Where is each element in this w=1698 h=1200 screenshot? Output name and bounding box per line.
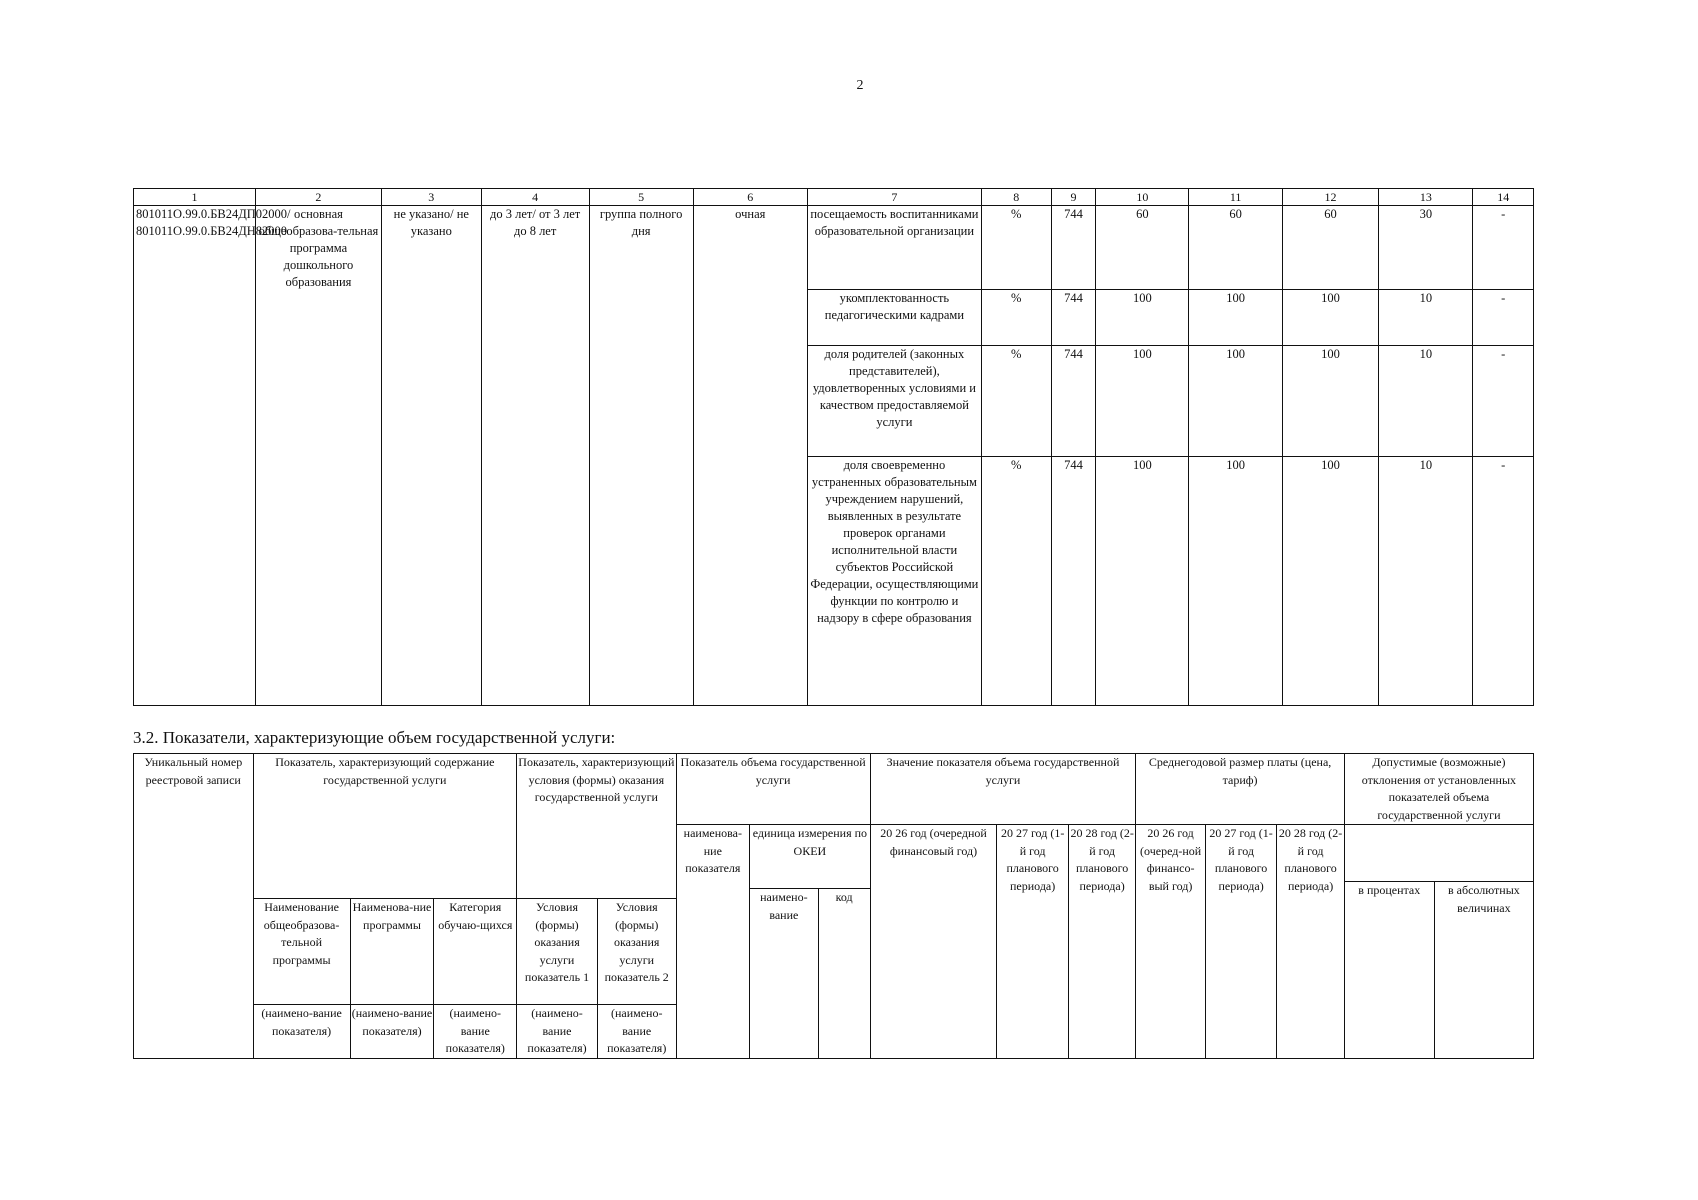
col-number: 1 [134, 189, 256, 206]
value-2026: 100 [1096, 457, 1189, 706]
header-condition-2: Условия (формы) оказания услуги показатель 2 [597, 899, 676, 1005]
col-number: 11 [1189, 189, 1282, 206]
unit-cell: % [981, 346, 1051, 457]
header-indicator-placeholder: (наимено-вание показателя) [350, 1005, 434, 1059]
header-program-name: Наименование общеобразова-тельной программы [253, 899, 350, 1005]
value-2028: 100 [1282, 457, 1378, 706]
header-indicator-name: наименова-ние показателя [676, 825, 750, 1059]
value-2028: 100 [1282, 346, 1378, 457]
header-category: Категория обучаю-щихся [434, 899, 517, 1005]
header-value: Значение показателя объема государственной услуги [870, 754, 1136, 825]
header-indicator-placeholder: (наимено-вание показателя) [253, 1005, 350, 1059]
value-2027: 100 [1189, 290, 1282, 346]
unit-cell: % [981, 290, 1051, 346]
value-2027: 100 [1189, 457, 1282, 706]
code-cell: 744 [1051, 457, 1096, 706]
table-row [134, 206, 1534, 290]
deviation-percent: 10 [1379, 290, 1473, 346]
header-deviation: Допустимые (возможные) отклонения от установленных показателей объема государственной услуги [1344, 754, 1533, 825]
volume-indicators-table [133, 753, 1534, 1059]
col-number: 7 [808, 189, 982, 206]
category-cell: не указано/ не указано [381, 206, 481, 706]
form-cell: очная [693, 206, 807, 706]
header-unit-code: код [818, 889, 870, 1059]
header-row [134, 754, 1534, 825]
indicator-name: посещаемость воспитанниками образовательной организации [808, 206, 982, 290]
section-title: 3.2. Показатели, характеризующие объем государственной услуги: [133, 728, 616, 747]
header-fee: Среднегодовой размер платы (цена, тариф) [1136, 754, 1344, 825]
value-2027: 60 [1189, 206, 1282, 290]
value-2027: 100 [1189, 346, 1282, 457]
col-number: 9 [1051, 189, 1096, 206]
deviation-percent: 30 [1379, 206, 1473, 290]
header-content: Показатель, характеризующий содержание государственной услуги [253, 754, 517, 899]
deviation-percent: 10 [1379, 457, 1473, 706]
header-2028-value: 20 28 год (2-й год планового периода) [1068, 825, 1135, 1059]
col-number: 12 [1282, 189, 1378, 206]
page-number: 2 [856, 78, 864, 93]
value-2026: 60 [1096, 206, 1189, 290]
unit-cell: % [981, 457, 1051, 706]
col-number: 4 [481, 189, 589, 206]
header-unit-name: наимено-вание [750, 889, 818, 1059]
header-indicator-placeholder: (наимено-вание показателя) [434, 1005, 517, 1059]
header-indicator-placeholder: (наимено-вание показателя) [597, 1005, 676, 1059]
deviation-absolute: - [1473, 206, 1534, 290]
code-cell: 744 [1051, 290, 1096, 346]
header-unit: единица измерения по ОКЕИ [750, 825, 871, 889]
col-number: 8 [981, 189, 1051, 206]
code-cell: 744 [1051, 346, 1096, 457]
deviation-percent: 10 [1379, 346, 1473, 457]
value-2026: 100 [1096, 346, 1189, 457]
indicator-name: доля родителей (законных представителей), удовлетворенных условиями и качеством предоставляемой услуги [808, 346, 982, 457]
program-cell: основная общеобразова-тельная программа дошкольного образования [255, 206, 381, 706]
header-dev-absolute: в абсолютных величинах [1434, 882, 1533, 1059]
header-programs: Наименова-ние программы [350, 899, 434, 1005]
col-number: 3 [381, 189, 481, 206]
header-2027-fee: 20 27 год (1-й год планового периода) [1205, 825, 1277, 1059]
age-cell: до 3 лет/ от 3 лет до 8 лет [481, 206, 589, 706]
deviation-absolute: - [1473, 290, 1534, 346]
header-volume: Показатель объема государственной услуги [676, 754, 870, 825]
indicator-name: укомплектованность педагогическими кадрами [808, 290, 982, 346]
value-2028: 100 [1282, 290, 1378, 346]
col-number: 10 [1096, 189, 1189, 206]
col-number: 5 [589, 189, 693, 206]
group-cell: группа полного дня [589, 206, 693, 706]
column-number-row [134, 189, 1534, 206]
header-2026-fee: 20 26 год (очеред-ной финансо-вый год) [1136, 825, 1205, 1059]
quality-indicators-table [133, 188, 1534, 706]
unit-cell: % [981, 206, 1051, 290]
header-conditions: Показатель, характеризующий условия (формы) оказания государственной услуги [517, 754, 676, 899]
header-registry: Уникальный номер реестровой записи [134, 754, 254, 1059]
col-number: 14 [1473, 189, 1534, 206]
indicator-name: доля своевременно устраненных образовательным учреждением нарушений, выявленных в результате проверок органами исполнительной власти субъектов Российской Федерации, осуществляющими функции по контролю и надзору в сфере образования [808, 457, 982, 706]
value-2028: 60 [1282, 206, 1378, 290]
col-number: 13 [1379, 189, 1473, 206]
header-condition-1: Условия (формы) оказания услуги показатель 1 [517, 899, 598, 1005]
header-2028-fee: 20 28 год (2-й год планового периода) [1277, 825, 1344, 1059]
registry-number-cell: 801011О.99.0.БВ24ДП02000/ 801011О.99.0.БВ24ДН82000 [134, 206, 256, 706]
header-dev-percent: в процентах [1344, 882, 1434, 1059]
deviation-absolute: - [1473, 457, 1534, 706]
header-deviation-spacer [1344, 825, 1533, 882]
header-2027-value: 20 27 год (1-й год планового периода) [997, 825, 1069, 1059]
code-cell: 744 [1051, 206, 1096, 290]
header-indicator-placeholder: (наимено-вание показателя) [517, 1005, 598, 1059]
col-number: 6 [693, 189, 807, 206]
value-2026: 100 [1096, 290, 1189, 346]
deviation-absolute: - [1473, 346, 1534, 457]
col-number: 2 [255, 189, 381, 206]
header-2026-value: 20 26 год (очередной финансовый год) [870, 825, 997, 1059]
